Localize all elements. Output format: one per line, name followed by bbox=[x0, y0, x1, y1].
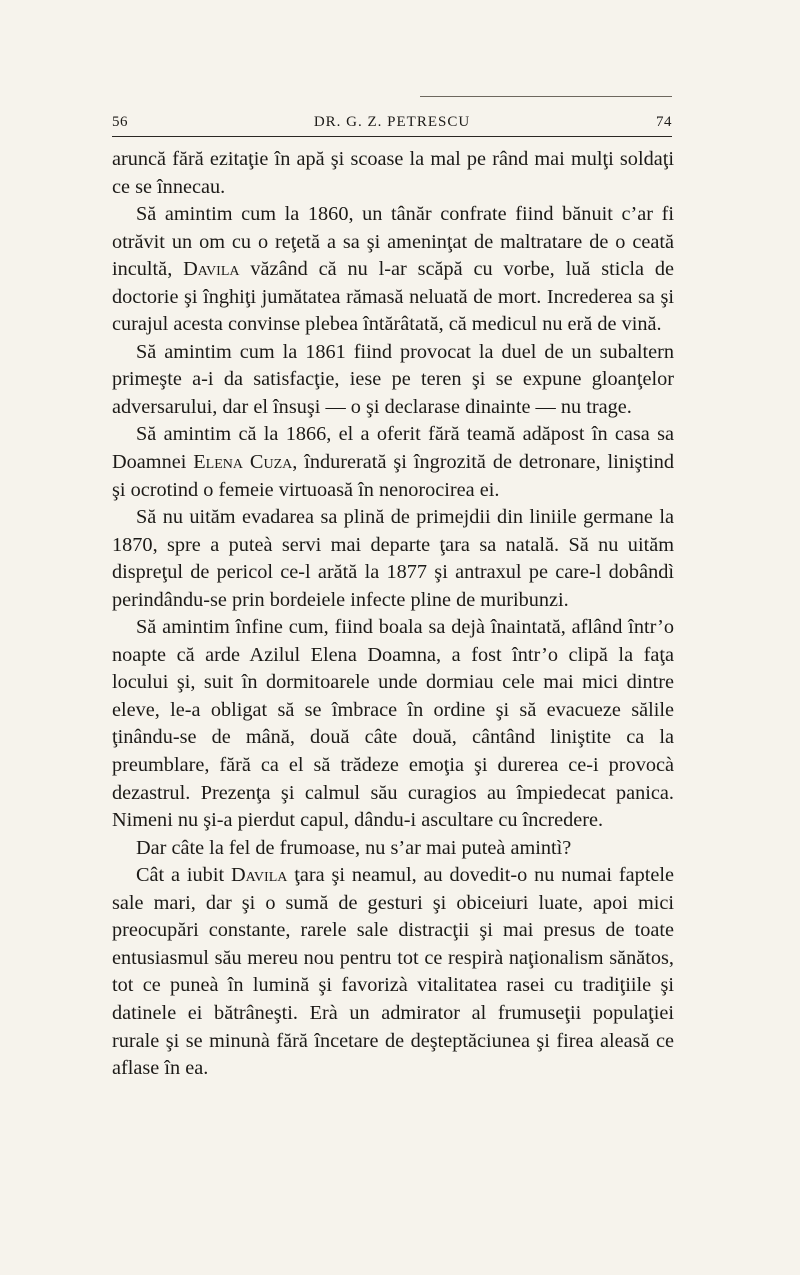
paragraph-text: , îndurerată şi îngrozită de detronare, liniştind şi ocrotind o femeie virtuoasă în nenorocirea ei. bbox=[112, 451, 674, 501]
paragraph-text: văzând că nu l-ar scăpă cu vorbe, luă sticla de doctorie şi înghiţi jumătatea rămasă neluată de mort. Increderea sa şi curajul acesta convinse plebea întărâtată, că medicul nu eră de vină. bbox=[112, 258, 674, 336]
paragraph bbox=[112, 201, 674, 339]
paragraph bbox=[112, 421, 674, 504]
small-caps-name: Davila bbox=[183, 258, 240, 281]
paragraph bbox=[112, 146, 674, 201]
paragraph bbox=[112, 862, 674, 1082]
paragraph-text: Să amintim că la 1866, el a oferit fără teamă adăpost în casa sa Doamnei bbox=[112, 423, 674, 474]
small-caps-name: Elena Cuza bbox=[193, 451, 293, 474]
paragraph-text: Cât a iubit bbox=[136, 864, 231, 887]
running-title: DR. G. Z. PETRESCU bbox=[313, 114, 471, 130]
header-top-rule bbox=[420, 96, 672, 97]
paragraph bbox=[112, 504, 674, 614]
paragraph-text: Să nu uităm evadarea sa plină de primejdii din liniile germane la 1870, spre a puteà servi mai departe ţara sa natală. Să nu uităm dispreţul de pericol ce-l arătă la 1877 şi antraxul pe care-l dobândì perindându-se prin bordeiele infecte pline de muribunzi. bbox=[112, 506, 674, 611]
paragraph bbox=[112, 339, 674, 422]
page-number-right: 74 bbox=[656, 114, 672, 130]
paragraph-text: aruncă fără ezitaţie în apă şi scoase la mal pe rând mai mulţi soldaţi ce se înnecau. bbox=[112, 148, 674, 198]
paragraph-text: Să amintim cum la 1861 fiind provocat la duel de un subaltern primeşte a-i da satisfacţie, iese pe teren şi se expune gloanţelor adversarului, dar el însuşi — o şi declarase dinainte — nu trage. bbox=[112, 340, 674, 418]
paragraph-text: ţara şi neamul, au dovedit-o nu numai faptele sale mari, dar şi o sumă de gesturi şi obiceiuri luate, apoi mici preocupări constante, rarele sale distracţii şi mai presus de toate entusiasmul său mereu nou pentru tot ce respirà naţionalism sănătos, tot ce puneà în lumină şi favorizà vitalitatea rasei cu tradiţiile şi datinele ei bătrâneşti. Erà un admirator al frumuseţii populaţiei rurale şi se minunà fără încetare de deşteptăciunea şi firea aleasă ce aflase în ea. bbox=[112, 864, 675, 1080]
paragraph-text: Dar câte la fel de frumoase, nu s’ar mai puteà amintì? bbox=[136, 836, 572, 859]
paragraph-text: Să amintim cum la 1860, un tânăr confrate fiind bănuit c’ar fi otrăvit un om cu o reţetă a sa şi ameninţat de maltratare de o ceată incultă, bbox=[112, 203, 674, 281]
running-header bbox=[112, 110, 672, 137]
paragraph bbox=[112, 614, 674, 834]
small-caps-name: Davila bbox=[230, 864, 288, 887]
paragraph-text: Să amintim înfine cum, fiind boala sa dejà înaintată, aflând într’o noapte că arde Azilul Elena Doamna, a fost într’o clipă la faţa locului şi, suit în dormitoarele unde dormiau cele mai mici dintre eleve, le-a obligat să se îmbrace în ordine şi să evacueze sălile ţinându-se de mână, două câte două, cântând liniştite ca la preumblare, fără ca el să trădeze emoţia şi durerea ce-i provocà dezastrul. Prezenţa şi calmul său curagios au împiedecat panica. Nimeni nu şi-a pierdut capul, dându-i ascultare cu încredere. bbox=[112, 616, 674, 832]
body-text bbox=[112, 146, 674, 1083]
page-number-left: 56 bbox=[112, 114, 128, 130]
paragraph bbox=[112, 835, 674, 863]
